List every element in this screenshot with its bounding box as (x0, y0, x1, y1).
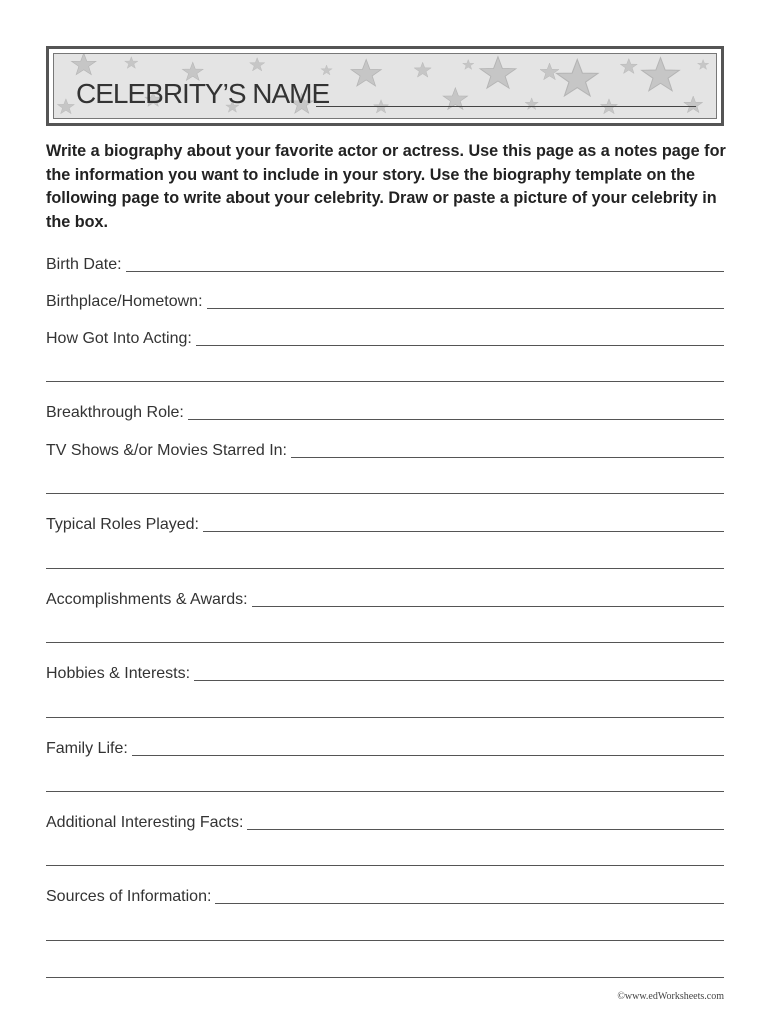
breakthrough-role-line[interactable] (188, 418, 724, 420)
sources-extra-line-2[interactable] (46, 977, 724, 978)
hobbies-field[interactable] (46, 661, 724, 683)
hobbies-label: Hobbies & Interests: (46, 665, 191, 682)
family-life-line[interactable] (132, 754, 724, 756)
birthplace-field[interactable] (46, 289, 724, 311)
additional-facts-line[interactable] (247, 828, 724, 830)
birthplace-label: Birthplace/Hometown: (46, 293, 203, 310)
how-got-into-acting-extra-line[interactable] (46, 381, 724, 382)
family-life-extra-line[interactable] (46, 791, 724, 792)
typical-roles-line[interactable] (203, 530, 724, 532)
tv-movies-extra-line[interactable] (46, 493, 724, 494)
birth-date-field[interactable] (46, 252, 724, 274)
sources-label: Sources of Information: (46, 888, 212, 905)
title-banner (46, 46, 724, 126)
accomplishments-extra-line[interactable] (46, 642, 724, 643)
title-banner-inner (53, 53, 717, 119)
additional-facts-label: Additional Interesting Facts: (46, 814, 244, 831)
breakthrough-role-label: Breakthrough Role: (46, 404, 184, 421)
family-life-field[interactable] (46, 736, 724, 758)
breakthrough-role-field[interactable] (46, 400, 724, 422)
tv-movies-label: TV Shows &/or Movies Starred In: (46, 442, 287, 459)
accomplishments-field[interactable] (46, 587, 724, 609)
tv-movies-line[interactable] (291, 456, 724, 458)
instructions: Write a biography about your favorite actor or actress. Use this page as a notes page for the information you want to include in your story. Use the biography template on the following page to write about your celebrity. Draw or paste a picture of your celebrity in the box. (46, 142, 726, 231)
birth-date-line[interactable] (126, 270, 724, 272)
how-got-into-acting-label: How Got Into Acting: (46, 330, 192, 347)
typical-roles-extra-line[interactable] (46, 568, 724, 569)
birthplace-line[interactable] (207, 307, 724, 309)
additional-facts-field[interactable] (46, 810, 724, 832)
celebrity-name-line[interactable] (316, 106, 696, 107)
page-title: CELEBRITY’S NAME (76, 78, 330, 109)
sources-line[interactable] (215, 902, 724, 904)
hobbies-extra-line[interactable] (46, 717, 724, 718)
copyright-footer: ©www.edWorksheets.com (617, 991, 724, 1002)
family-life-label: Family Life: (46, 740, 128, 757)
tv-movies-field[interactable] (46, 438, 724, 460)
sources-extra-line-1[interactable] (46, 940, 724, 941)
hobbies-line[interactable] (194, 679, 724, 681)
typical-roles-label: Typical Roles Played: (46, 516, 199, 533)
birth-date-label: Birth Date: (46, 256, 122, 273)
sources-field[interactable] (46, 884, 724, 906)
accomplishments-label: Accomplishments & Awards: (46, 591, 248, 608)
how-got-into-acting-field[interactable] (46, 326, 724, 348)
typical-roles-field[interactable] (46, 512, 724, 534)
how-got-into-acting-line[interactable] (196, 344, 724, 346)
additional-facts-extra-line[interactable] (46, 865, 724, 866)
accomplishments-line[interactable] (252, 605, 724, 607)
